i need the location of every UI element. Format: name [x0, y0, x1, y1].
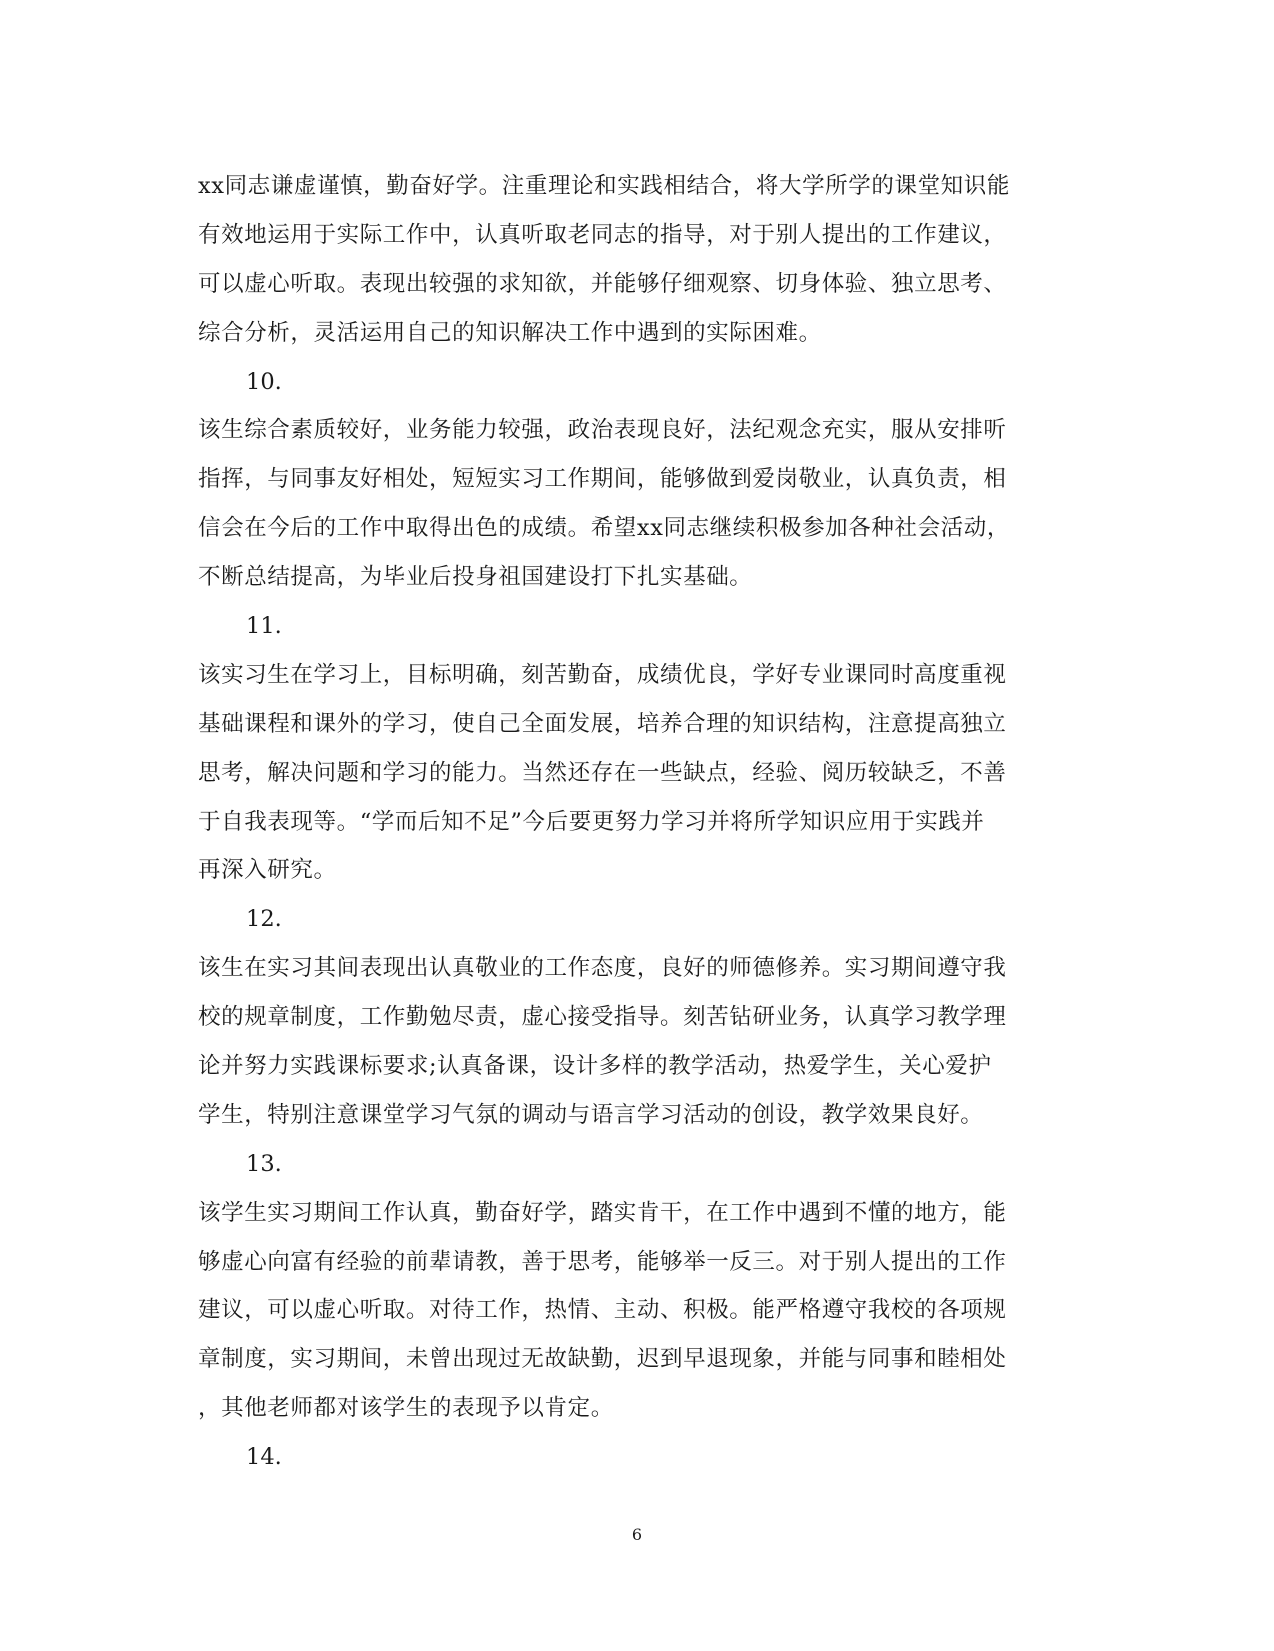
body-line: 有效地运用于实际工作中，认真听取老同志的指导，对于别人提出的工作建议， [198, 221, 1007, 248]
body-line: 论并努力实践课标要求;认真备课，设计多样的教学活动，热爱学生，关心爱护 [198, 1053, 992, 1080]
item-number: 14. [246, 1444, 282, 1471]
body-line: 于自我表现等。“学而后知不足”今后要更努力学习并将所学知识应用于实践并 [198, 808, 985, 835]
body-line: ，其他老师都对该学生的表现予以肯定。 [198, 1395, 614, 1422]
body-line: 信会在今后的工作中取得出色的成绩。希望xx同志继续积极参加各种社会活动， [198, 515, 1010, 542]
body-line: 该生在实习其间表现出认真敬业的工作态度，良好的师德修养。实习期间遵守我 [198, 955, 1007, 982]
body-line: 校的规章制度，工作勤勉尽责，虚心接受指导。刻苦钻研业务，认真学习教学理 [198, 1004, 1007, 1031]
body-line: 该学生实习期间工作认真，勤奋好学，踏实肯干，在工作中遇到不懂的地方，能 [198, 1199, 1007, 1226]
body-line: 该实习生在学习上，目标明确，刻苦勤奋，成绩优良，学好专业课同时高度重视 [198, 661, 1007, 688]
page-number: 6 [631, 1525, 643, 1544]
body-line: 再深入研究。 [198, 857, 337, 884]
body-line: 学生，特别注意课堂学习气氛的调动与语言学习活动的创设，教学效果良好。 [198, 1101, 984, 1128]
body-line: 思考，解决问题和学习的能力。当然还存在一些缺点，经验、阅历较缺乏，不善 [198, 759, 1007, 786]
body-line: 综合分析，灵活运用自己的知识解决工作中遇到的实际困难。 [198, 319, 822, 346]
item-number: 11. [246, 613, 282, 640]
item-number: 13. [246, 1150, 282, 1177]
body-line: 够虚心向富有经验的前辈请教，善于思考，能够举一反三。对于别人提出的工作 [198, 1248, 1007, 1275]
body-line: 章制度，实习期间，未曾出现过无故缺勤，迟到早退现象，并能与同事和睦相处 [198, 1346, 1007, 1373]
item-number: 10. [246, 368, 282, 395]
body-line: 该生综合素质较好，业务能力较强，政治表现良好，法纪观念充实，服从安排听 [198, 417, 1007, 444]
body-line: xx同志谦虚谨慎，勤奋好学。注重理论和实践相结合，将大学所学的课堂知识能 [198, 173, 1010, 199]
body-line: 建议，可以虚心听取。对待工作，热情、主动、积极。能严格遵守我校的各项规 [198, 1297, 1007, 1324]
body-line: 不断总结提高，为毕业后投身祖国建设打下扎实基础。 [198, 564, 753, 591]
body-line: 指挥，与同事友好相处，短短实习工作期间，能够做到爱岗敬业，认真负责，相 [198, 466, 1007, 493]
document-body [198, 162, 1078, 1482]
body-line: 基础课程和课外的学习，使自己全面发展，培养合理的知识结构，注意提高独立 [198, 710, 1007, 737]
item-number: 12. [246, 906, 282, 933]
body-line: 可以虚心听取。表现出较强的求知欲，并能够仔细观察、切身体验、独立思考、 [198, 270, 1007, 297]
